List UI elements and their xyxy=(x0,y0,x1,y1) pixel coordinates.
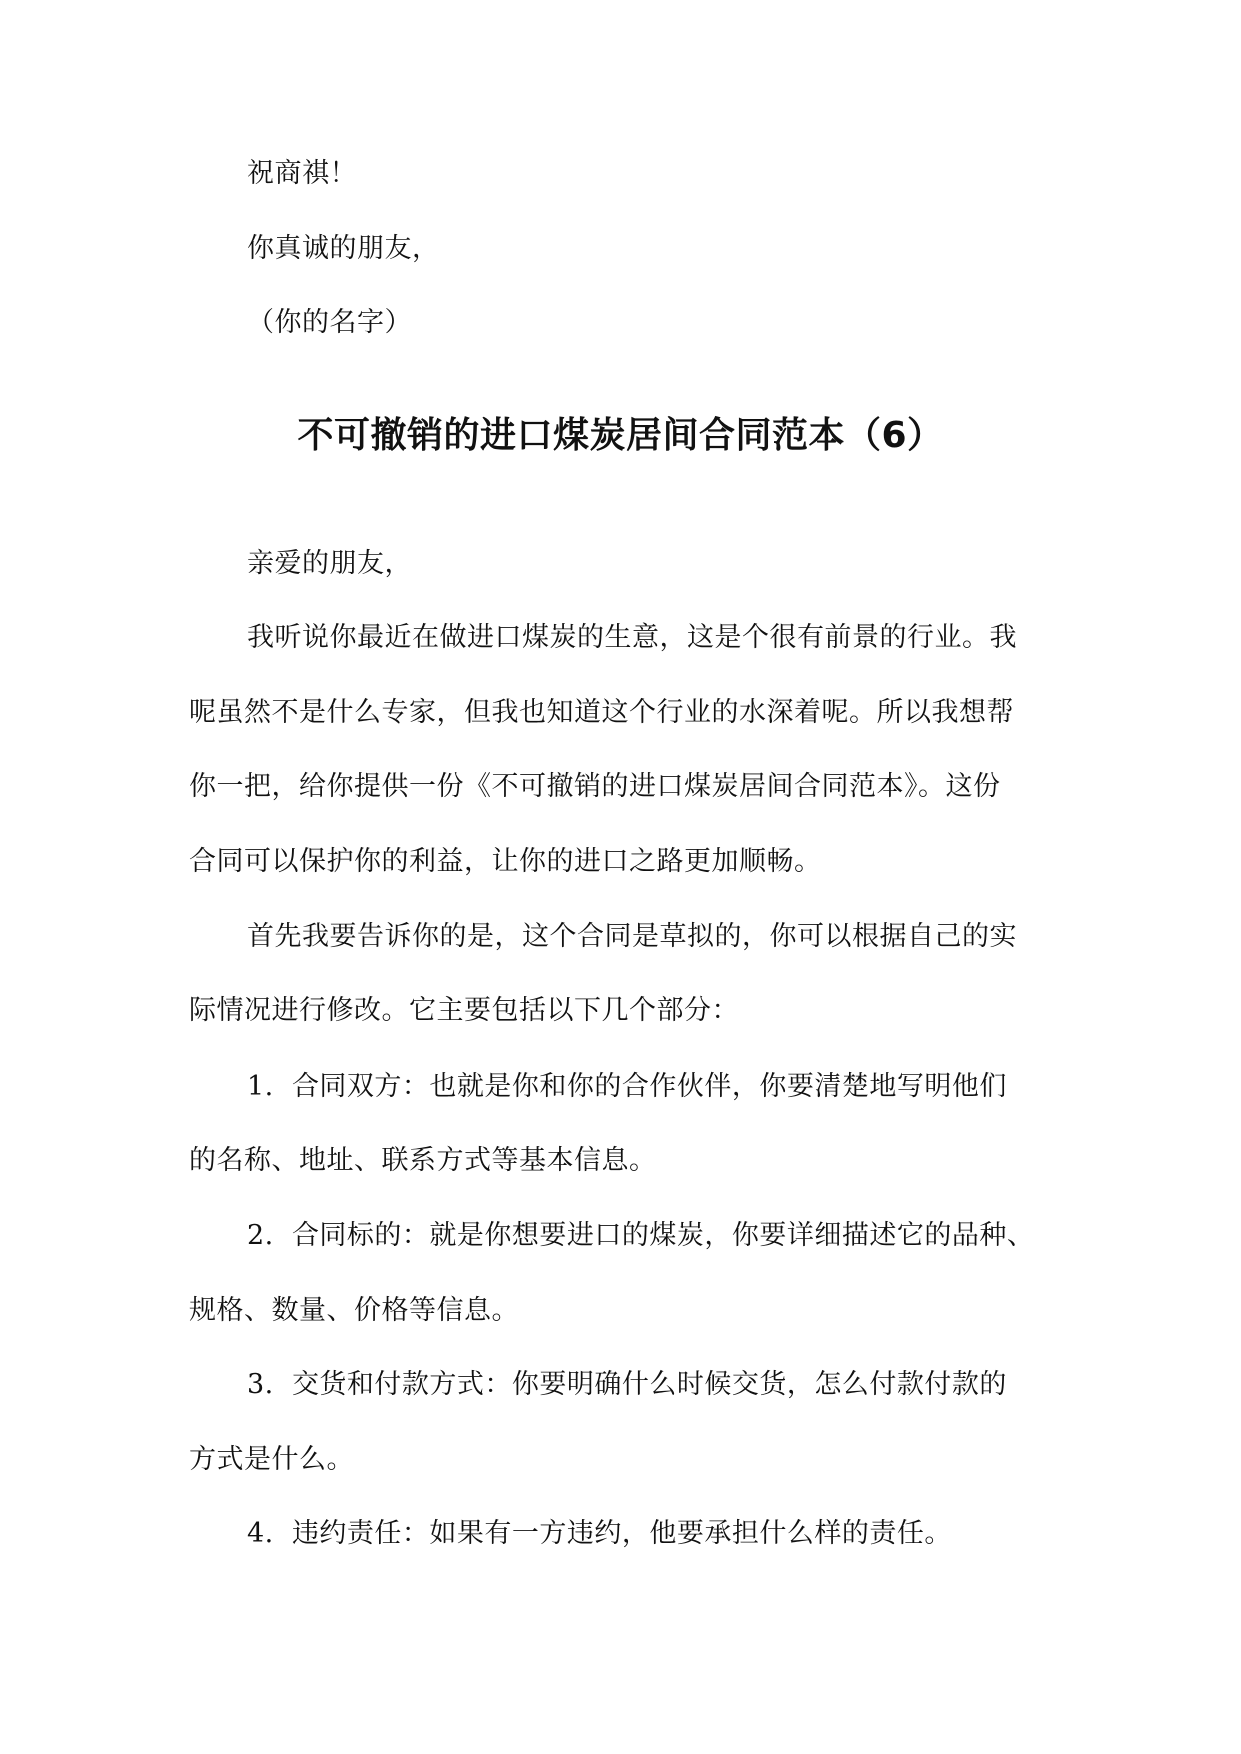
list-item-2-number: 2. xyxy=(247,1220,274,1251)
list-item-3-line-2: 方式是什么。 xyxy=(189,1444,354,1475)
paragraph-2-line-1: 首先我要告诉你的是，这个合同是草拟的，你可以根据自己的实 xyxy=(247,921,1017,952)
closing-wish: 祝商祺！ xyxy=(247,158,357,189)
paragraph-1-line-1: 我听说你最近在做进口煤炭的生意，这是个很有前景的行业。我 xyxy=(247,622,1017,653)
paragraph-2-line-2: 际情况进行修改。它主要包括以下几个部分： xyxy=(189,995,739,1026)
list-item-4-number: 4. xyxy=(247,1518,274,1549)
list-item-1-number: 1. xyxy=(247,1071,274,1102)
list-item-3-text: 交货和付款方式：你要明确什么时候交货，怎么付款付款的 xyxy=(291,1369,1007,1400)
list-item-1-first-line xyxy=(247,1070,1007,1104)
paragraph-1-line-4: 合同可以保护你的利益，让你的进口之路更加顺畅。 xyxy=(189,846,822,877)
list-item-3-number: 3. xyxy=(247,1369,274,1400)
paragraph-1-line-3: 你一把，给你提供一份《不可撤销的进口煤炭居间合同范本》。这份 xyxy=(189,771,1001,802)
list-item-2-first-line xyxy=(247,1219,1034,1253)
closing-name: （你的名字） xyxy=(247,307,412,338)
list-item-1-text: 合同双方：也就是你和你的合作伙伴，你要清楚地写明他们 xyxy=(291,1071,1007,1102)
list-item-4-first-line xyxy=(247,1517,952,1551)
list-item-3-first-line xyxy=(247,1368,1007,1402)
document-title: 不可撤销的进口煤炭居间合同范本（6） xyxy=(297,415,944,456)
list-item-2-text: 合同标的：就是你想要进口的煤炭，你要详细描述它的品种、 xyxy=(291,1220,1035,1251)
greeting: 亲爱的朋友， xyxy=(247,548,412,579)
list-item-2-line-2: 规格、数量、价格等信息。 xyxy=(189,1295,519,1326)
paragraph-1-line-2: 呢虽然不是什么专家，但我也知道这个行业的水深着呢。所以我想帮 xyxy=(189,697,1014,728)
list-item-1-line-2: 的名称、地址、联系方式等基本信息。 xyxy=(189,1145,657,1176)
closing-signoff: 你真诚的朋友， xyxy=(247,233,440,264)
list-item-4-text: 违约责任：如果有一方违约，他要承担什么样的责任。 xyxy=(291,1518,952,1549)
